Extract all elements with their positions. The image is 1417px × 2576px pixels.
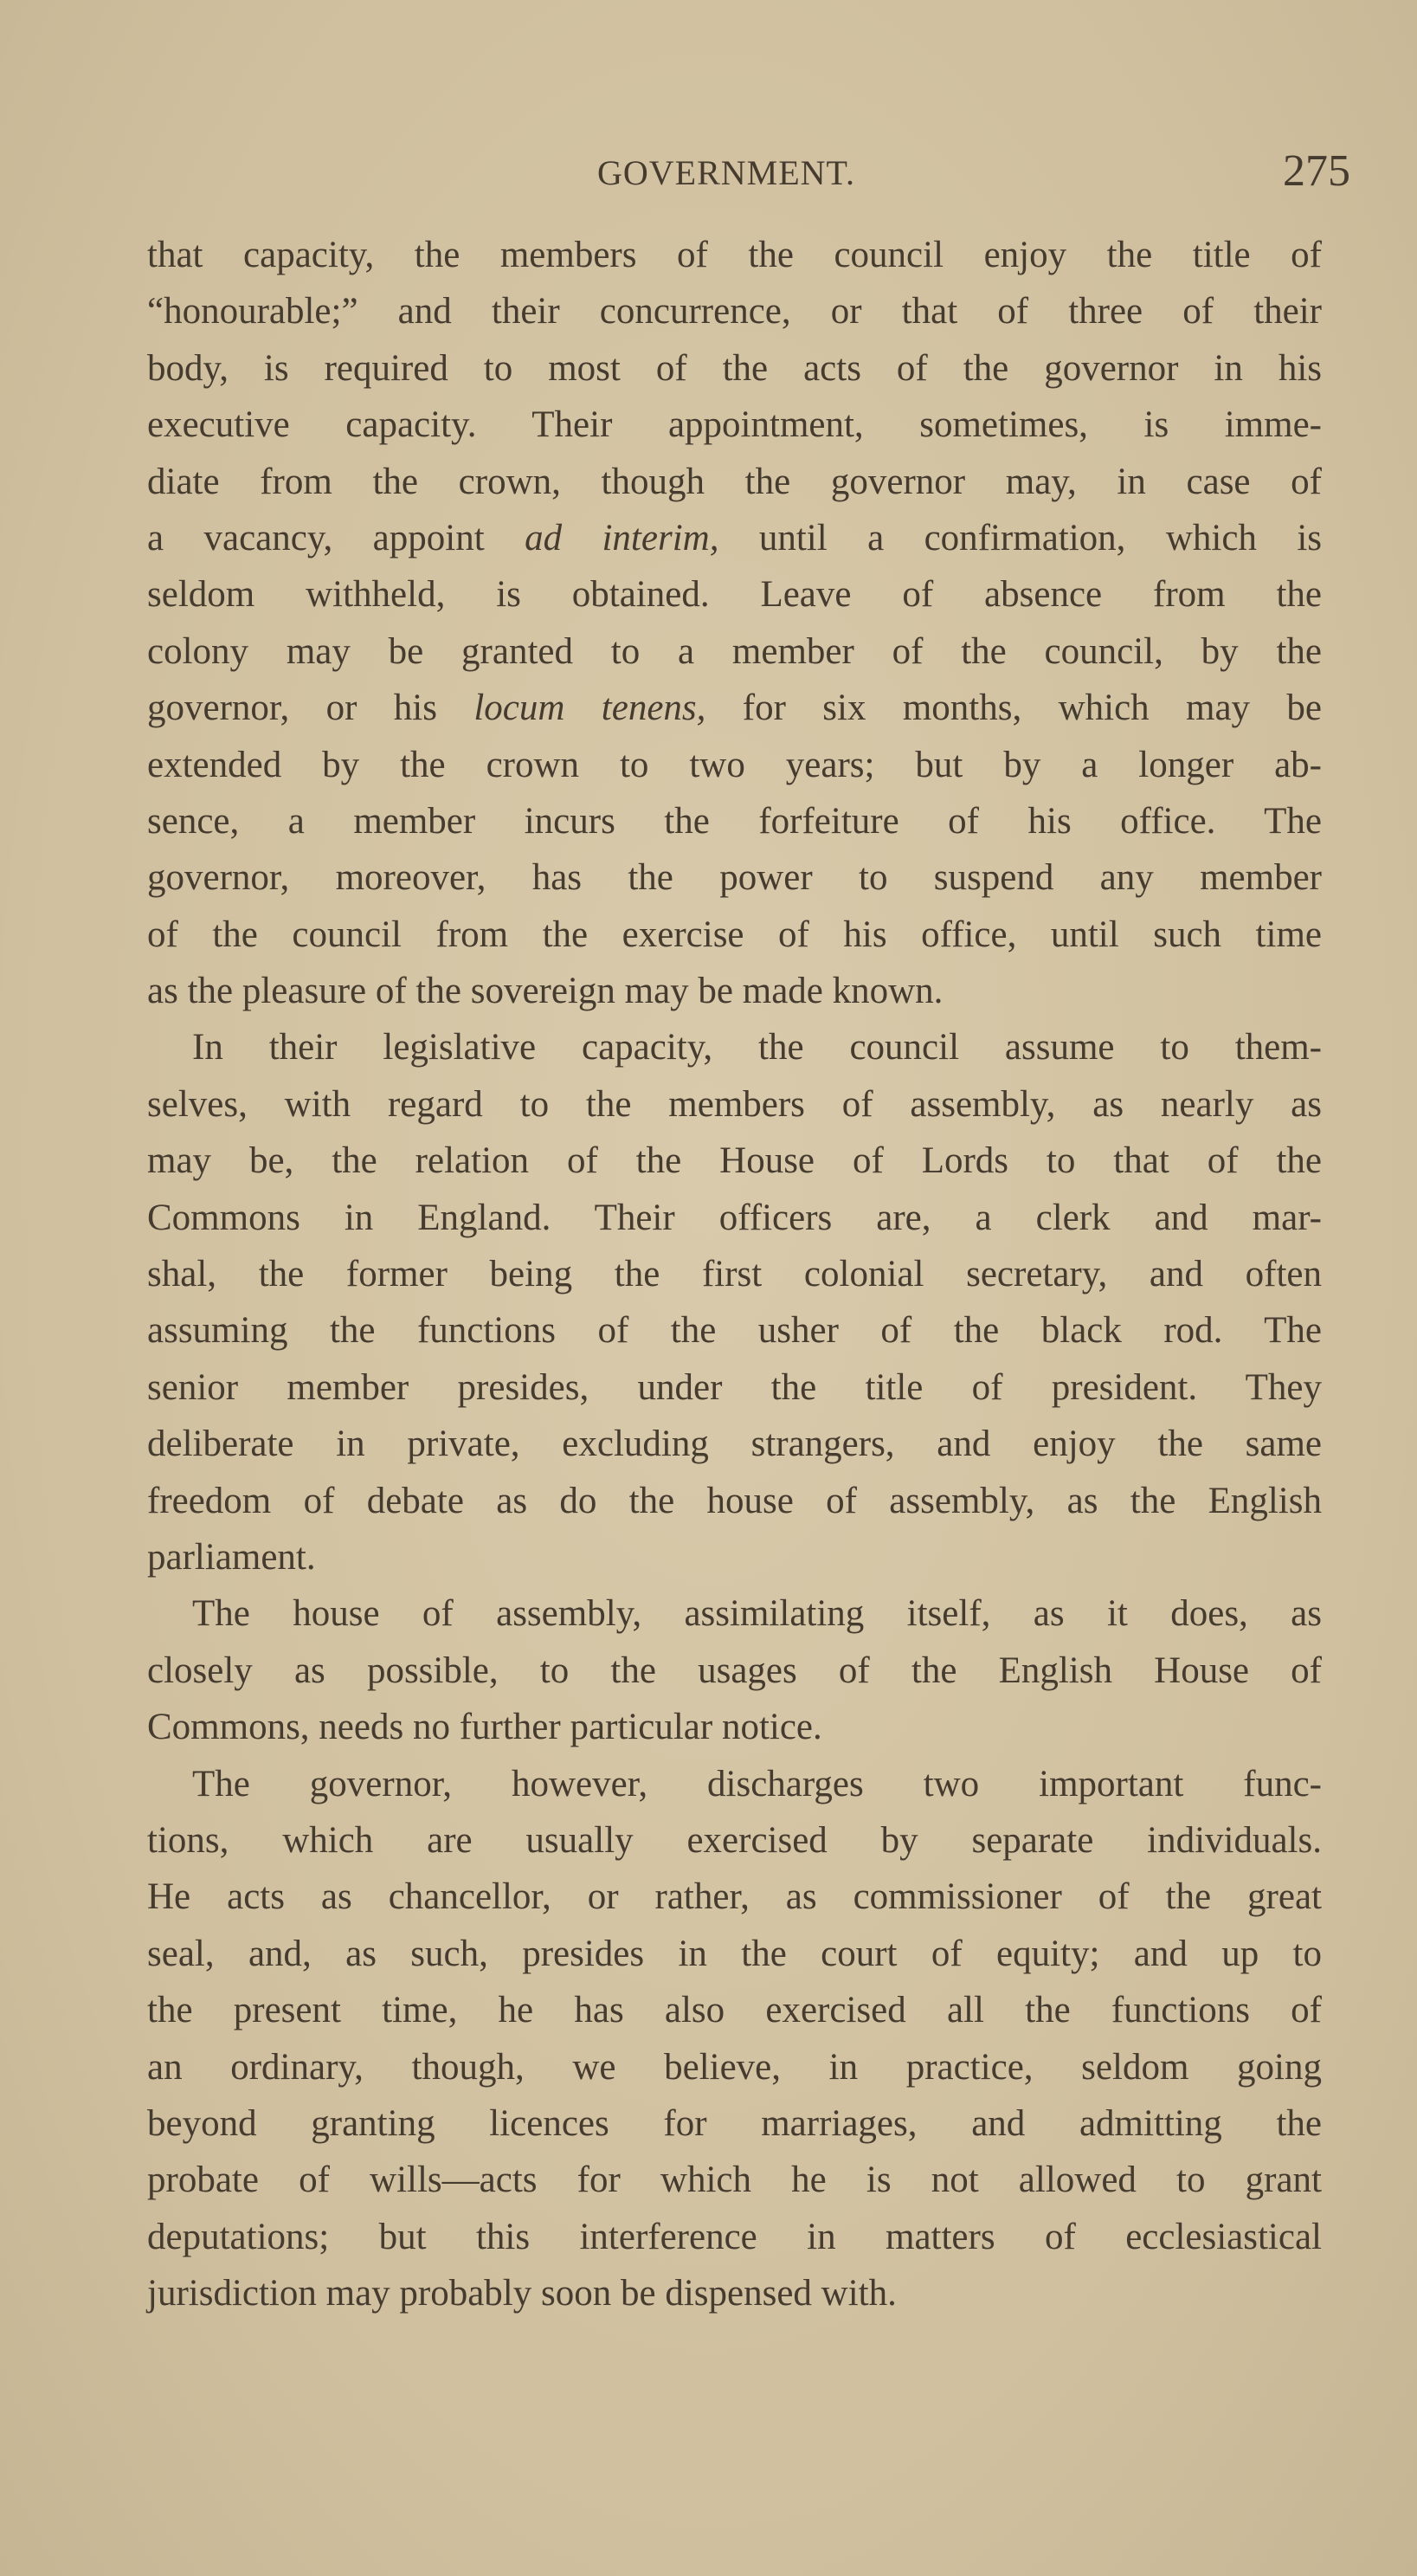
text-line: parliament. bbox=[147, 1536, 316, 1578]
text-line: governor, moreover, has the power to suspend any member bbox=[147, 857, 1322, 899]
text-segment: for six months, which may be bbox=[705, 688, 1323, 729]
text-segment: a vacancy, appoint bbox=[147, 517, 525, 558]
text-line: Commons in England. Their officers are, a clerk and mar- bbox=[147, 1197, 1322, 1238]
text-line: He acts as chancellor, or rather, as commissioner of the great bbox=[147, 1876, 1322, 1918]
text-line: The house of assembly, assimilating itself, as it does, as bbox=[192, 1593, 1322, 1635]
text-line: senior member presides, under the title of president. They bbox=[147, 1366, 1322, 1408]
text-line: as the pleasure of the sovereign may be made known. bbox=[147, 971, 944, 1012]
text-line: sence, a member incurs the forfeiture of his office. The bbox=[147, 800, 1322, 842]
text-line: diate from the crown, though the governor may, in case of bbox=[147, 461, 1322, 502]
text-line: shal, the former being the first colonial secretary, and often bbox=[147, 1254, 1322, 1295]
text-line: that capacity, the members of the council enjoy the title of bbox=[147, 235, 1322, 275]
text-line: of the council from the exercise of his office, until such time bbox=[147, 914, 1322, 955]
text-line: assuming the functions of the usher of the black rod. The bbox=[147, 1310, 1322, 1352]
text-line: selves, with regard to the members of assembly, as nearly as bbox=[147, 1083, 1322, 1125]
text-line: “honourable;” and their concurrence, or that of three of their bbox=[147, 291, 1322, 332]
text-line: jurisdiction may probably soon be dispensed with. bbox=[147, 2273, 897, 2315]
text-line: Commons, needs no further particular notice. bbox=[147, 1707, 822, 1748]
text-line: beyond granting licences for marriages, and admitting the bbox=[147, 2102, 1322, 2144]
text-line: colony may be granted to a member of the council, by the bbox=[147, 630, 1322, 672]
text-line: In their legislative capacity, the council assume to them- bbox=[192, 1027, 1322, 1068]
text-line: deliberate in private, excluding strangers, and enjoy the same bbox=[147, 1424, 1322, 1465]
running-title: GOVERNMENT. bbox=[597, 153, 856, 192]
text-line: The governor, however, discharges two important func- bbox=[192, 1763, 1322, 1804]
page-header bbox=[597, 145, 1350, 197]
text-line: freedom of debate as do the house of assembly, as the English bbox=[147, 1480, 1322, 1521]
text-line: seldom withheld, is obtained. Leave of absence from the bbox=[147, 574, 1322, 616]
text-line: deputations; but this interference in matters of ecclesiastical bbox=[147, 2216, 1322, 2257]
text-line bbox=[147, 510, 1322, 566]
text-segment: governor, or his bbox=[147, 688, 474, 729]
body-text bbox=[147, 227, 1322, 2321]
page-number: 275 bbox=[1283, 146, 1350, 196]
text-line: an ordinary, though, we believe, in practice, seldom going bbox=[147, 2046, 1322, 2088]
text-line: may be, the relation of the House of Lords to that of the bbox=[147, 1140, 1322, 1182]
text-line: executive capacity. Their appointment, sometimes, is imme- bbox=[147, 404, 1322, 446]
text-line: extended by the crown to two years; but by a longer ab- bbox=[147, 744, 1322, 785]
text-line: probate of wills—acts for which he is not allowed to grant bbox=[147, 2160, 1322, 2201]
text-line: body, is required to most of the acts of the governor in his bbox=[147, 347, 1322, 389]
text-segment: until a confirmation, which is bbox=[718, 517, 1322, 558]
italic-phrase: ad interim, bbox=[525, 517, 719, 558]
text-line: the present time, he has also exercised all the functions of bbox=[147, 1990, 1322, 2031]
text-line: seal, and, as such, presides in the court of equity; and up to bbox=[147, 1933, 1322, 1974]
text-line: tions, which are usually exercised by separate individuals. bbox=[147, 1819, 1322, 1861]
italic-phrase: locum tenens, bbox=[473, 688, 706, 729]
text-line: closely as possible, to the usages of the English House of bbox=[147, 1650, 1322, 1691]
text-line bbox=[147, 680, 1322, 736]
